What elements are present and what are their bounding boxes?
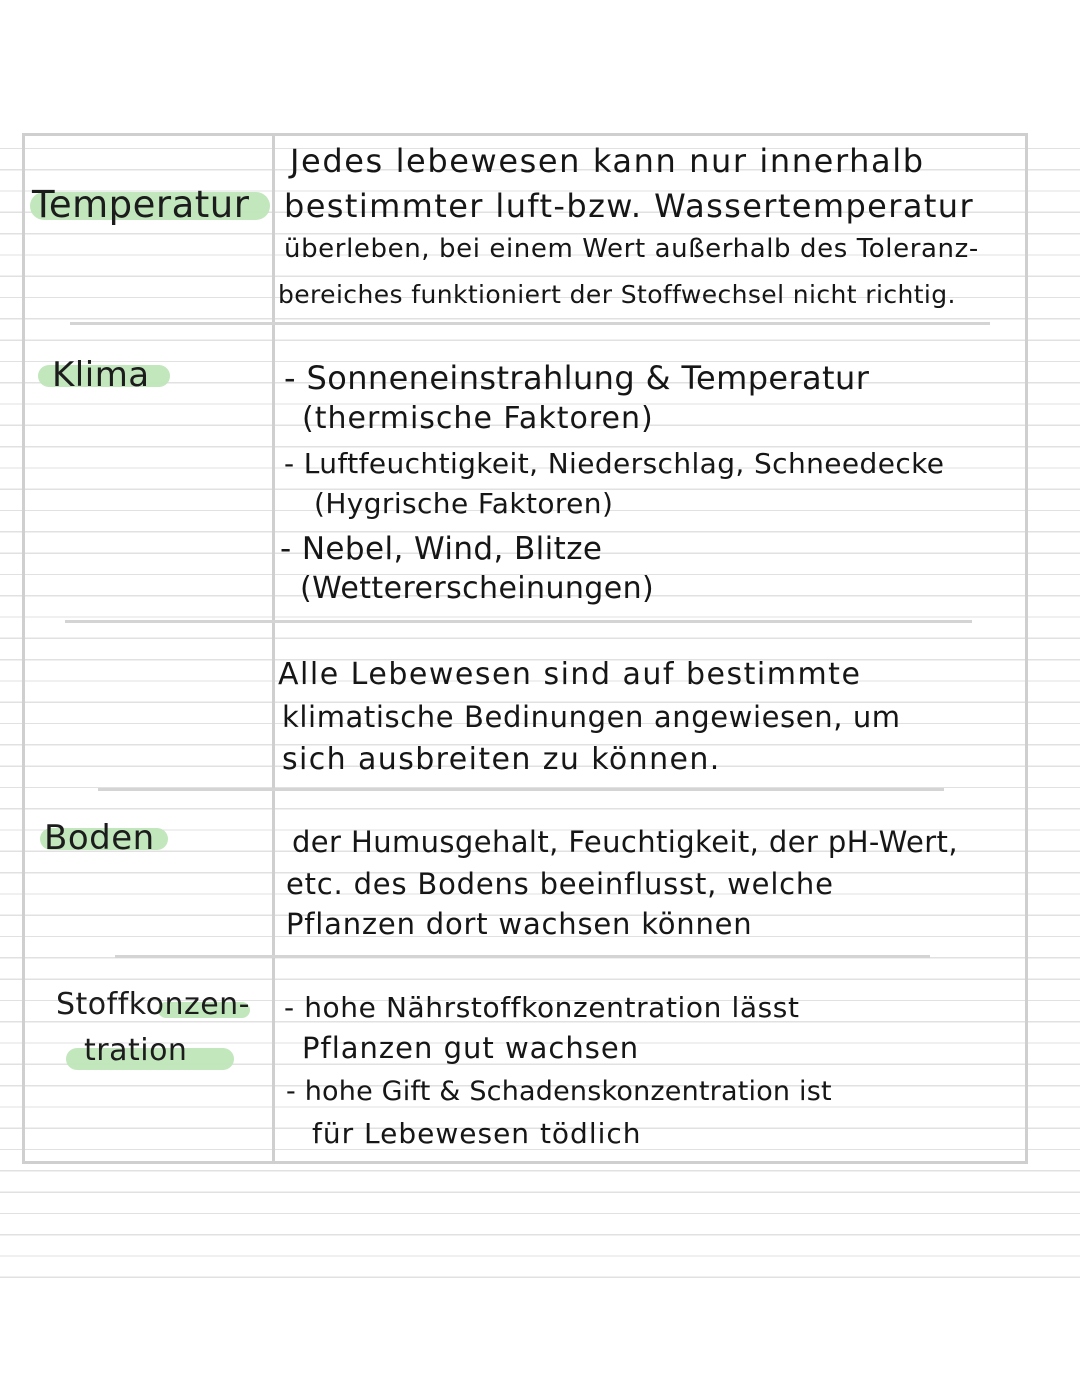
- text-line: für Lebewesen tödlich: [312, 1117, 642, 1150]
- row-separator: [98, 788, 944, 791]
- text-line: - Nebel, Wind, Blitze: [280, 531, 603, 567]
- label-stoffkonzentration-1: Stoffkonzen-: [56, 987, 250, 1022]
- text-line: sich ausbreiten zu können.: [282, 742, 721, 777]
- text-line: - hohe Gift & Schadenskonzentration ist: [286, 1076, 832, 1107]
- text-line: (thermische Faktoren): [302, 401, 654, 436]
- text-line: etc. des Bodens beeinflusst, welche: [286, 867, 834, 901]
- row-separator: [115, 955, 930, 958]
- text-line: Pflanzen dort wachsen können: [286, 907, 753, 941]
- text-line: der Humusgehalt, Feuchtigkeit, der pH-Wert,: [292, 825, 958, 859]
- text-line: Pflanzen gut wachsen: [302, 1031, 640, 1065]
- text-line: klimatische Bedinungen angewiesen, um: [282, 700, 901, 734]
- column-divider: [272, 133, 275, 1164]
- label-klima: Klima: [52, 355, 150, 395]
- text-line: Jedes lebewesen kann nur innerhalb: [290, 142, 925, 180]
- text-line: - Luftfeuchtigkeit, Niederschlag, Schneedecke: [284, 447, 945, 480]
- text-line: bestimmter luft-bzw. Wassertemperatur: [284, 187, 975, 225]
- text-line: überleben, bei einem Wert außerhalb des Toleranz-: [284, 234, 979, 264]
- row-separator: [65, 620, 972, 623]
- text-line: (Hygrische Faktoren): [314, 487, 614, 520]
- row-separator: [70, 322, 990, 325]
- text-line: bereiches funktioniert der Stoffwechsel nicht richtig.: [278, 280, 956, 309]
- label-boden: Boden: [44, 818, 155, 858]
- text-line: (Wettererscheinungen): [300, 571, 655, 606]
- text-line: - hohe Nährstoffkonzentration lässt: [284, 991, 800, 1024]
- text-line: Alle Lebewesen sind auf bestimmte: [278, 657, 862, 692]
- label-stoffkonzentration-2: tration: [84, 1033, 188, 1068]
- text-line: - Sonneneinstrahlung & Temperatur: [284, 359, 870, 397]
- label-temperatur: Temperatur: [32, 183, 250, 226]
